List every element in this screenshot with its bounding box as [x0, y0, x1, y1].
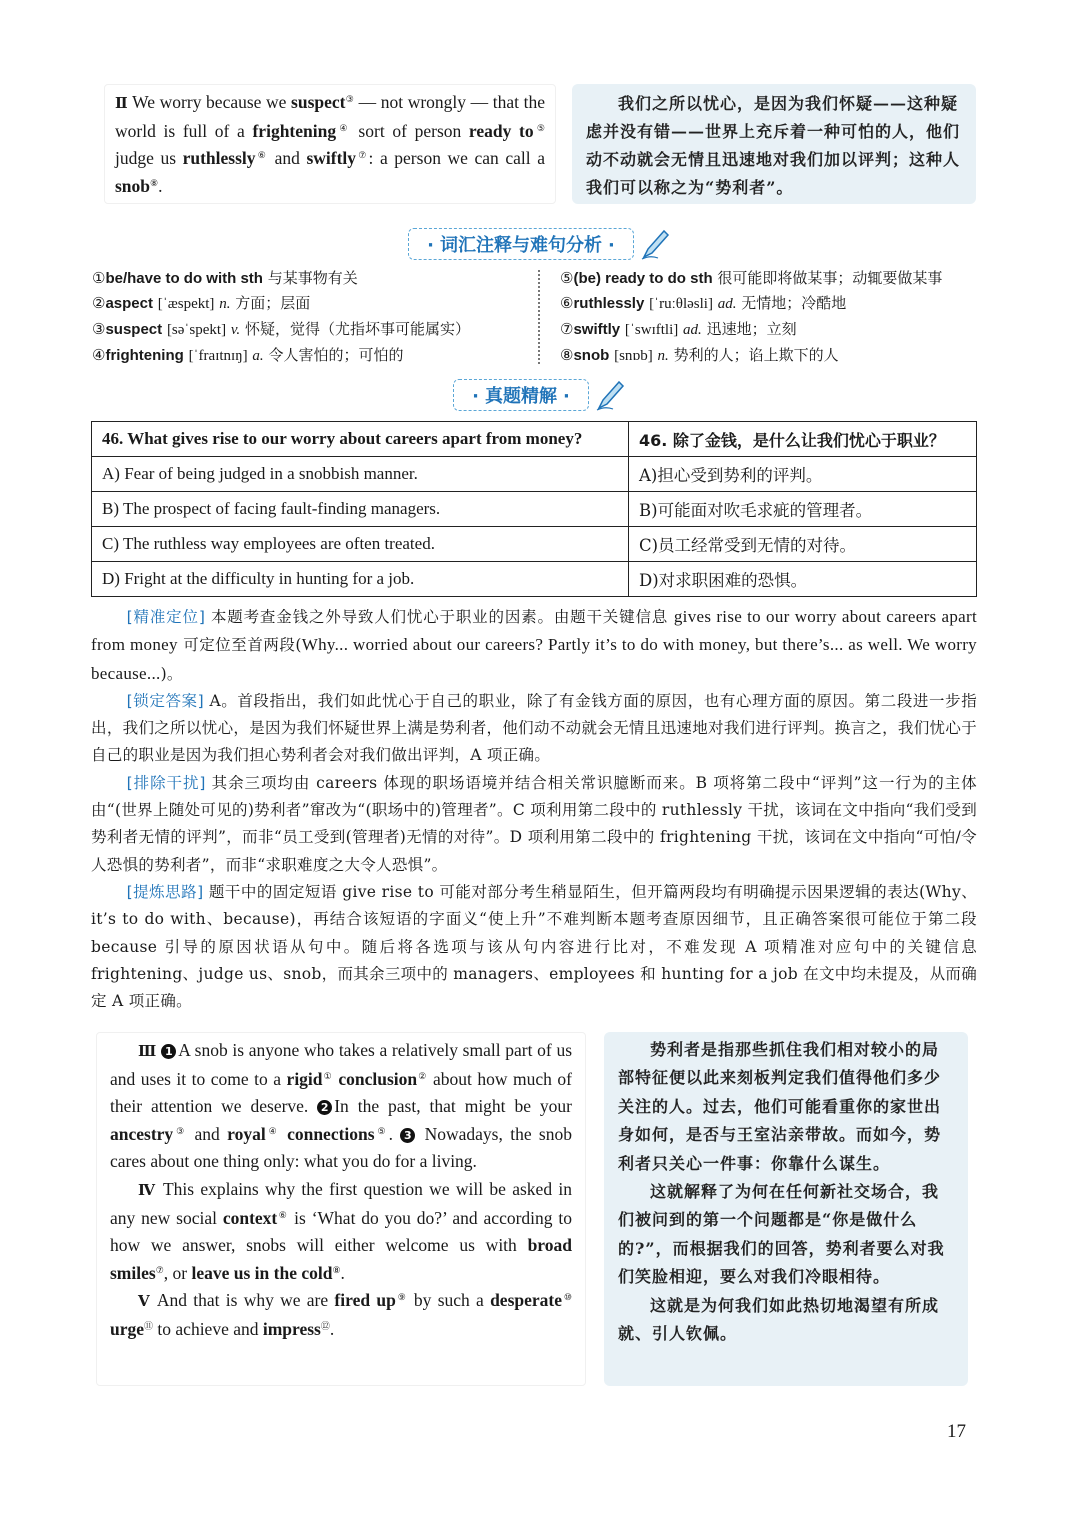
paragraph-number: Ⅴ	[138, 1292, 152, 1311]
question-zh: 46. 除了金钱，是什么让我们忧心于职业？	[629, 422, 977, 457]
vocab-item: ⑦swiftly [ˈswɪftli] ad. 迅速地；立刻	[560, 320, 797, 338]
passage1-chinese: 我们之所以忧心，是因为我们怀疑——这种疑虑并没有错——世界上充斥着一种可怕的人，他们动不动就会无情且迅速地对我们加以评判；这种人我们可以称之为“势利者”。	[572, 84, 976, 204]
vocab-word: desperate	[490, 1290, 563, 1311]
vocab-item: ④frightening [ˈfraɪtnɪŋ] a. 令人害怕的；可怕的	[92, 346, 404, 364]
pen-icon	[593, 378, 627, 412]
option-zh: B)可能面对吹毛求疵的管理者。	[629, 492, 977, 527]
vocab-list-right	[560, 266, 980, 369]
table-row	[92, 527, 977, 562]
vocab-word: suspect	[291, 92, 346, 112]
option-zh: D)对求职困难的恐惧。	[629, 562, 977, 597]
paragraph-number: Ⅲ	[138, 1042, 157, 1060]
vocab-word: impress	[262, 1318, 321, 1339]
analysis-locate: [精准定位] 本题考查金钱之外导致人们忧心于职业的因素。由题干关键信息 gives rise to our worry about careers apart from money 可定位至首两段(Why... worried about our careers? Partly it’s to do with money, but there’s... as well. We worry because...)。	[91, 607, 977, 683]
passage2-english: Ⅲ 1 A snob is anyone who takes a relatively small part of us and uses it to come to a rigid① conclusion② about how much of their attention we deserve. 2 In the past, that might be your ancestry③ and royal④ connections⑤. 3 Nowadays, the snob cares about one thing only: what you do for a living. Ⅳ This explains why the first question we will be asked in any new social context⑥ is ‘What do you do?’ and according to how we answer, snobs will either welcome us with broad smiles⑦, or leave us in the cold⑧. Ⅴ And that is why we are fired up⑨ by such a desperate⑩ urge⑪ to achieve and impress⑫.	[96, 1032, 586, 1386]
page-number: 17	[947, 1421, 966, 1442]
sentence-number: 3	[400, 1128, 415, 1143]
vocab-word: context	[222, 1207, 278, 1228]
vocab-word: ancestry	[110, 1123, 174, 1144]
vocab-word: connections	[287, 1123, 375, 1144]
exam-section-title: 真题精解	[485, 386, 557, 407]
question-en: 46. What gives rise to our worry about careers apart from money?	[92, 422, 629, 457]
paragraph-number: Ⅱ	[115, 94, 128, 112]
vocab-word: ruthlessly	[182, 148, 256, 168]
analysis-tag: [精准定位]	[126, 608, 206, 626]
sentence-number: 1	[161, 1044, 176, 1059]
paragraph-number: Ⅳ	[138, 1180, 157, 1199]
vocab-word: conclusion	[338, 1068, 418, 1089]
table-row	[92, 562, 977, 597]
option-zh: A)担心受到势利的评判。	[629, 457, 977, 492]
analysis-distractors: [排除干扰] 其余三项均由 careers 体现的职场语境并结合相关常识臆断而来。B 项将第二段中“评判”这一行为的主体由“(世界上随处可见的)势利者”窜改为“(职场中的)管理者”。C 项利用第二段中的 ruthlessly 干扰，该词在文中指向“我们受到势利者无情的评判”，而非“员工受到(管理者)无情的对待”。D 项利用第二段中的 frightening 干扰，该词在文中指向“可怕/令人恐惧的势利者”，而非“求职难度之大令人恐惧”。	[91, 773, 977, 874]
vocab-word: snob	[115, 175, 151, 196]
vocab-word: rigid	[286, 1068, 323, 1089]
vocab-item: ②aspect [ˈæspekt] n. 方面；层面	[92, 294, 311, 312]
vocab-word: ready to	[468, 120, 534, 141]
vocab-word: frightening	[252, 120, 337, 141]
vocab-section-title: 词汇注释与难句分析	[440, 235, 602, 256]
vocab-item: ⑥ruthlessly [ˈruːθləsli] ad. 无情地；冷酷地	[560, 294, 847, 312]
vocab-item: ⑤(be) ready to do sth 很可能即将做某事；动辄要做某事	[560, 269, 943, 287]
vocab-word: urge	[110, 1318, 145, 1339]
vocab-item: ⑧snob [snɒb] n. 势利的人；谄上欺下的人	[560, 346, 839, 364]
vocab-section-header: · 词汇注释与难句分析 ·	[0, 226, 1080, 262]
analysis-tag: [提炼思路]	[126, 882, 204, 901]
table-row	[92, 457, 977, 492]
sentence-number: 2	[317, 1100, 332, 1115]
vocab-word: leave us in the cold	[191, 1262, 333, 1283]
exam-section-header: · 真题精解 ·	[0, 377, 1080, 413]
vocab-divider	[538, 270, 540, 364]
table-row	[92, 422, 977, 457]
analysis-tag: [锁定答案]	[126, 691, 204, 710]
analysis-tag: [排除干扰]	[126, 773, 206, 792]
option-en: A) Fear of being judged in a snobbish manner.	[92, 457, 629, 492]
option-zh: C)员工经常受到无情的对待。	[629, 527, 977, 562]
vocab-word: swiftly	[306, 148, 357, 168]
passage1-english: Ⅱ We worry because we suspect③ — not wrongly — that the world is full of a frightening④ sort of person ready to⑤ judge us ruthlessly⑥ and swiftly⑦: a person we can call a snob⑧.	[104, 84, 556, 204]
vocab-list-left	[92, 266, 532, 369]
option-en: B) The prospect of facing fault-finding managers.	[92, 492, 629, 527]
analysis-answer: [锁定答案] A。首段指出，我们如此忧心于自己的职业，除了有金钱方面的原因，也有心理方面的原因。第二段进一步指出，我们之所以忧心，是因为我们怀疑世界上满是势利者，他们动不动就会无情且迅速地对我们进行评判。换言之，我们忧心于自己的职业是因为我们担心势利者会对我们做出评判，A 项正确。	[91, 691, 977, 765]
option-en: C) The ruthless way employees are often treated.	[92, 527, 629, 562]
vocab-word: fired up	[334, 1290, 396, 1311]
question-table	[91, 421, 977, 597]
analysis-approach: [提炼思路] 题干中的固定短语 give rise to 可能对部分考生稍显陌生，但开篇两段均有明确提示因果逻辑的表达(Why、it’s to do with、because)，再结合该短语的字面义“使上升”不难判断本题考查原因细节，且正确答案很可能位于第二段 because 引导的原因状语从句中。随后将各选项与该从句内容进行比对，不难发现 A 项精准对应句中的关键信息 frightening、judge us、snob，而其余三项中的 managers、employees 和 hunting for a job 在文中均未提及，从而确定 A 项正确。	[91, 882, 977, 1011]
passage2-chinese: 势利者是指那些抓住我们相对较小的局部特征便以此来刻板判定我们值得他们多少关注的人。过去，他们可能看重你的家世出身如何，是否与王室沾亲带故。而如今，势利者只关心一件事：你靠什么谋生。 这就解释了为何在任何新社交场合，我们被问到的第一个问题都是“你是做什么的?”，而根据我们的回答，势利者要么对我们笑脸相迎，要么对我们冷眼相待。 这就是为何我们如此热切地渴望有所成就、引人钦佩。	[604, 1032, 968, 1386]
vocab-item: ③suspect [səˈspekt] v. 怀疑，觉得（尤指坏事可能属实）	[92, 320, 470, 338]
vocab-word: broad smiles	[110, 1235, 572, 1283]
vocab-item: ①be/have to do with sth 与某事物有关	[92, 269, 358, 287]
analysis-section	[91, 603, 977, 1015]
table-row	[92, 492, 977, 527]
pen-icon	[638, 227, 672, 261]
option-en: D) Fright at the difficulty in hunting for a job.	[92, 562, 629, 597]
vocab-word: royal	[227, 1123, 266, 1144]
